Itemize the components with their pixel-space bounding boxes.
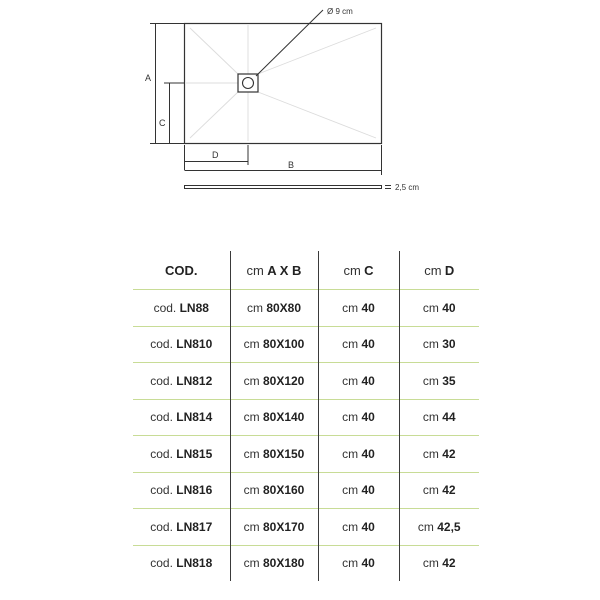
size-cell	[230, 472, 318, 509]
c-cell-value: 40	[361, 519, 375, 534]
d-cell-unit: cm	[417, 519, 434, 534]
code-cell-unit: cod.	[150, 483, 173, 498]
size-cell-unit: cm	[243, 483, 260, 498]
size-cell-unit: cm	[243, 410, 260, 425]
dimension-c	[164, 83, 184, 144]
c-cell	[318, 290, 399, 327]
size-cell-unit: cm	[243, 556, 260, 571]
d-cell	[399, 399, 479, 436]
table-row	[133, 509, 479, 546]
code-cell-unit: cod.	[150, 556, 173, 571]
d-cell-value: 42	[442, 483, 456, 498]
table-row	[133, 290, 479, 327]
c-cell-unit: cm	[342, 519, 359, 534]
d-cell	[399, 472, 479, 509]
table-row	[133, 326, 479, 363]
tray-side-view	[185, 186, 382, 189]
code-cell	[133, 509, 230, 546]
d-cell-value: 42	[442, 446, 456, 461]
d-cell	[399, 509, 479, 546]
c-cell	[318, 472, 399, 509]
code-cell-value: LN88	[179, 300, 209, 315]
d-cell-unit: cm	[422, 410, 439, 425]
d-cell	[399, 436, 479, 473]
size-cell	[230, 290, 318, 327]
table-row	[133, 472, 479, 509]
d-cell-value: 42,5	[437, 519, 461, 534]
size-cell-value: 80X100	[262, 337, 305, 352]
c-cell-value: 40	[361, 556, 375, 571]
slope-lines	[186, 25, 376, 141]
c-cell-unit: cm	[342, 373, 359, 388]
size-cell-unit: cm	[243, 373, 260, 388]
c-cell-unit: cm	[342, 446, 359, 461]
size-cell-unit: cm	[243, 446, 260, 461]
thickness-label: 2,5 cm	[395, 183, 420, 192]
d-cell	[399, 326, 479, 363]
size-cell-unit: cm	[243, 519, 260, 534]
code-cell-unit: cod.	[153, 300, 177, 315]
drain-leader-line	[256, 10, 323, 76]
size-cell-value: 80X170	[262, 519, 305, 534]
d-cell	[399, 290, 479, 327]
code-cell-unit: cod.	[150, 373, 173, 388]
c-cell	[318, 509, 399, 546]
c-cell	[318, 436, 399, 473]
spec-table	[133, 251, 479, 581]
c-cell	[318, 399, 399, 436]
table-row	[133, 399, 479, 436]
size-cell-value: 80X120	[262, 373, 305, 388]
header-ab: cm A X B	[230, 251, 318, 290]
c-cell-value: 40	[361, 446, 375, 461]
code-cell-value: LN812	[176, 373, 213, 388]
header-code: COD.	[165, 262, 198, 278]
c-cell	[318, 363, 399, 400]
d-cell-unit: cm	[422, 373, 439, 388]
size-cell	[230, 399, 318, 436]
d-cell-value: 30	[442, 337, 456, 352]
c-cell	[318, 326, 399, 363]
table-header-row	[133, 251, 479, 290]
header-c: cm C	[318, 251, 399, 290]
code-cell-value: LN816	[176, 483, 213, 498]
drain-icon	[238, 74, 258, 92]
dimension-d-label: D	[212, 150, 219, 160]
c-cell-value: 40	[361, 483, 375, 498]
c-cell-value: 40	[361, 410, 375, 425]
code-cell-value: LN817	[176, 519, 213, 534]
size-cell-value: 80X140	[262, 410, 305, 425]
code-cell-unit: cod.	[150, 519, 173, 534]
c-cell-unit: cm	[342, 483, 359, 498]
c-cell-unit: cm	[342, 337, 359, 352]
d-cell	[399, 545, 479, 581]
size-cell	[230, 436, 318, 473]
d-cell-value: 44	[442, 410, 456, 425]
code-cell	[133, 545, 230, 581]
size-cell	[230, 509, 318, 546]
code-cell-value: LN818	[176, 556, 213, 571]
table-row	[133, 363, 479, 400]
code-cell-unit: cod.	[150, 410, 173, 425]
table-row	[133, 436, 479, 473]
size-cell-value: 80X80	[266, 300, 302, 315]
code-cell	[133, 472, 230, 509]
d-cell-value: 40	[442, 300, 456, 315]
thickness-symbol-icon	[385, 186, 391, 189]
c-cell-value: 40	[361, 337, 375, 352]
size-cell	[230, 545, 318, 581]
code-cell-value: LN814	[176, 410, 213, 425]
dimension-c-label: C	[159, 118, 166, 128]
d-cell-value: 42	[442, 556, 456, 571]
size-cell-value: 80X150	[262, 446, 305, 461]
c-cell	[318, 545, 399, 581]
tray-outline	[185, 24, 382, 144]
table-row	[133, 545, 479, 581]
code-cell-value: LN815	[176, 446, 213, 461]
size-cell-unit: cm	[246, 300, 263, 315]
size-cell	[230, 363, 318, 400]
dimension-a-label: A	[145, 73, 152, 83]
d-cell-value: 35	[442, 373, 456, 388]
size-cell-value: 80X160	[262, 483, 305, 498]
size-cell	[230, 326, 318, 363]
size-cell-unit: cm	[243, 337, 260, 352]
header-d: cm D	[399, 251, 479, 290]
c-cell-unit: cm	[342, 410, 359, 425]
shower-tray-diagram	[0, 0, 600, 240]
d-cell-unit: cm	[422, 556, 439, 571]
code-cell	[133, 290, 230, 327]
d-cell	[399, 363, 479, 400]
code-cell	[133, 326, 230, 363]
code-cell	[133, 363, 230, 400]
code-cell-value: LN810	[176, 337, 213, 352]
d-cell-unit: cm	[422, 300, 439, 315]
code-cell	[133, 399, 230, 436]
c-cell-value: 40	[361, 373, 375, 388]
c-cell-value: 40	[361, 300, 375, 315]
size-cell-value: 80X180	[262, 556, 305, 571]
drain-diameter-label: Ø 9 cm	[327, 7, 353, 16]
d-cell-unit: cm	[422, 446, 439, 461]
dimension-b-label: B	[288, 160, 295, 170]
code-cell	[133, 436, 230, 473]
c-cell-unit: cm	[342, 556, 359, 571]
d-cell-unit: cm	[422, 483, 439, 498]
code-cell-unit: cod.	[150, 446, 173, 461]
code-cell-unit: cod.	[150, 337, 173, 352]
c-cell-unit: cm	[342, 300, 359, 315]
d-cell-unit: cm	[422, 337, 439, 352]
